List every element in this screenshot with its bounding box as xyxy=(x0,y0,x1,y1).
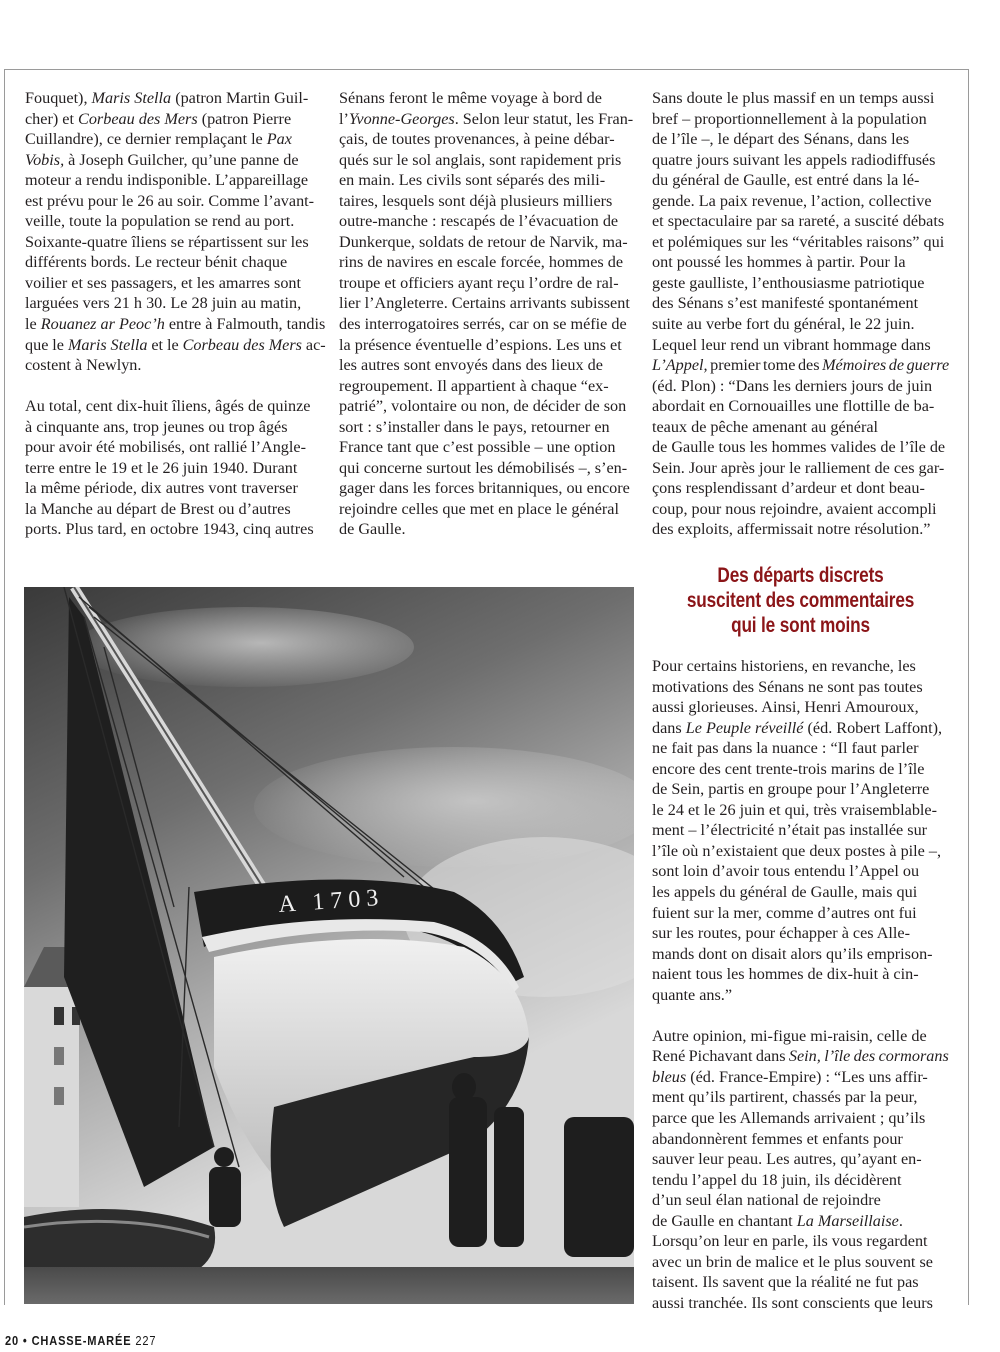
text-line: René Pichavant dans Sein, l’île des cormorans xyxy=(652,1047,949,1066)
text-line: lier l’Angleterre. Certains arrivants subissent xyxy=(339,294,630,313)
text-line: l’île où n’existaient que deux postes à pile –, xyxy=(652,841,942,860)
italic-title: L’Appel, xyxy=(652,356,708,375)
italic-title: Rouanez ar Peoc’h xyxy=(40,315,165,334)
text-line: parce que les Allemands arrivaient ; qu’ils xyxy=(652,1108,926,1127)
text-line: quatre jours suivant les appels radiodiffusés xyxy=(652,150,936,169)
text-line: Dunkerque, soldats de retour de Narvik, ma- xyxy=(339,232,628,251)
text-line: et polémiques sur les “véritables raisons” qui xyxy=(652,232,945,251)
text-line: et spectaculaire par sa rareté, a suscité débats xyxy=(652,212,945,231)
text-line: veille, toute la population se rend au port. xyxy=(25,212,295,231)
text-line: bleus (éd. France-Empire) : “Les uns affir- xyxy=(652,1067,928,1086)
heading-line: suscitent des commentaires xyxy=(686,589,915,612)
italic-title: bleus xyxy=(652,1067,687,1086)
text-line: des interrogatoires serrés, car on se méfie de xyxy=(339,315,627,334)
text-line: qués sur le sol anglais, sont rapidement pris xyxy=(339,150,622,169)
paragraph xyxy=(25,88,326,376)
column-3 xyxy=(652,88,949,540)
text-line: cher) et Corbeau des Mers (patron Pierre xyxy=(25,109,292,128)
text-line: taisent. Ils savent que la réalité ne fut pas xyxy=(652,1273,919,1292)
text-line: larguées vers 21 h 30. Le 28 juin au matin, xyxy=(25,294,302,313)
italic-title: Maris Stella xyxy=(67,335,148,354)
text-line: sort : s’installer dans le pays, retourner en xyxy=(339,417,610,436)
text-line: la présence éventuelle d’espions. Les uns et xyxy=(339,335,622,354)
text-line: coup, pour nous rejoindre, avaient accompli xyxy=(652,499,937,518)
text-line: aussi glorieuses. Ainsi, Henri Amouroux, xyxy=(652,698,919,717)
text-line: du général de Gaulle, est entré dans la lé- xyxy=(652,171,920,190)
text-line: Soixante-quatre îliens se répartissent sur les xyxy=(25,232,309,251)
text-line: rins de navires en escale forcée, hommes de xyxy=(339,253,624,272)
page-number: 20 xyxy=(5,1333,19,1348)
text-line: moteur a rendu indisponible. L’appareillage xyxy=(25,171,309,190)
column-2 xyxy=(339,88,637,540)
text-line: Sénans feront le même voyage à bord de xyxy=(339,89,602,107)
column-3-lower xyxy=(652,656,949,1313)
text-line: naient tous les hommes de dix-huit à cin- xyxy=(652,965,919,984)
text-line: Sans doute le plus massif en un temps aussi xyxy=(652,89,935,107)
text-line: d’un seul élan national de rejoindre xyxy=(652,1191,881,1210)
text-line: France tant que c’est possible – une option xyxy=(339,438,616,457)
text-line: de Gaulle. xyxy=(339,520,406,539)
hull-number: A 1703 xyxy=(277,884,386,918)
paragraph xyxy=(25,396,326,540)
issue-number: 227 xyxy=(135,1333,157,1348)
text-line: l’Yvonne-Georges. Selon leur statut, les Fran- xyxy=(339,109,634,128)
text-line: les autres sont envoyés dans des lieux de xyxy=(339,356,603,375)
text-line: le Rouanez ar Peoc’h entre à Falmouth, tandis xyxy=(25,315,326,334)
text-line: gager dans les forces britanniques, ou encore xyxy=(339,479,630,498)
text-line: L’Appel, premier tome des Mémoires de guerre xyxy=(652,356,950,375)
text-line: ment – l’électricité n’était pas installée sur xyxy=(652,821,928,840)
text-line: en main. Les civils sont séparés des mili- xyxy=(339,171,606,190)
text-line: costent à Newlyn. xyxy=(25,356,142,375)
heading-line: Des départs discrets xyxy=(717,564,884,587)
text-line: Fouquet), Maris Stella (patron Martin Guil- xyxy=(25,89,309,107)
text-line: Pour certains historiens, en revanche, les xyxy=(652,657,916,675)
text-line: bref – proportionnellement à la population xyxy=(652,109,927,128)
italic-title: Maris Stella xyxy=(91,89,172,107)
text-line: sont loin d’avoir tous entendu l’Appel ou xyxy=(652,862,920,881)
text-line: différents bords. Le recteur bénit chaque xyxy=(25,253,288,272)
text-line: suite au verbe fort du général, le 22 juin. xyxy=(652,315,915,334)
paragraph xyxy=(652,656,949,1005)
boat-photo xyxy=(24,587,634,1304)
text-line: abordait en Cornouailles une flottille de ba- xyxy=(652,397,935,416)
text-line: est prévu pour le 26 au soir. Comme l’avant- xyxy=(25,191,315,210)
italic-title: Vobis, xyxy=(25,150,65,169)
text-line: ports. Plus tard, en octobre 1943, cinq autres xyxy=(25,520,314,539)
text-line: Autre opinion, mi-figue mi-raisin, celle de xyxy=(652,1026,927,1045)
italic-title: Mémoires de guerre xyxy=(822,356,950,375)
italic-title: Sein, l’île des cormorans xyxy=(788,1047,949,1066)
text-line: terre entre le 19 et le 26 juin 1940. Durant xyxy=(25,458,298,477)
text-line: Lequel leur rend un vibrant hommage dans xyxy=(652,335,931,354)
text-line: pour avoir été mobilisés, ont rallié l’Angle- xyxy=(25,438,306,457)
text-line: troupe et officiers ayant reçu l’ordre de ral- xyxy=(339,273,619,292)
text-line: de Gaulle en chantant La Marseillaise. xyxy=(652,1211,903,1230)
paragraph xyxy=(339,88,637,540)
italic-title: Le Peuple réveillé xyxy=(685,718,804,737)
text-line: motivations des Sénans ne sont pas toutes xyxy=(652,677,923,696)
boat-photo-illustration xyxy=(24,587,634,1304)
text-line: mands dont on disait alors qu’ils emprison- xyxy=(652,944,933,963)
text-line: ne fait pas dans la nuance : “Il faut parler xyxy=(652,739,919,758)
text-line: sauver leur peau. Les autres, qu’ayant en- xyxy=(652,1150,922,1169)
text-line: tendu l’appel du 18 juin, ils décidèrent xyxy=(652,1170,902,1189)
italic-title: La Marseillaise xyxy=(796,1211,899,1230)
text-line: encore des cent trente-trois marins de l’île xyxy=(652,759,925,778)
text-line: gende. La paix revenue, l’action, collective xyxy=(652,191,932,210)
text-line: patrié”, volontaire ou non, de décider de son xyxy=(339,397,627,416)
text-line: teaux de pêche amenant au général xyxy=(652,417,879,436)
text-line: çons resplendissant d’ardeur et dont beau- xyxy=(652,479,925,498)
text-line: les appels du général de Gaulle, mais qui xyxy=(652,883,918,902)
text-line: aussi tranchée. Ils sont conscients que leurs xyxy=(652,1293,933,1312)
text-line: rejoindre celles que met en place le général xyxy=(339,499,619,518)
column-1 xyxy=(25,88,326,540)
italic-title: Pax xyxy=(266,130,292,149)
text-line: Vobis, à Joseph Guilcher, qu’une panne de xyxy=(25,150,299,169)
text-line: Lorsqu’on leur en parle, ils vous regardent xyxy=(652,1232,928,1251)
beach xyxy=(24,1267,634,1304)
text-line: de Gaulle tous les hommes valides de l’île de xyxy=(652,438,946,457)
text-line: abandonnèrent femmes et enfants pour xyxy=(652,1129,903,1148)
italic-title: Corbeau des Mers xyxy=(78,109,198,128)
text-line: Sein. Jour après jour le ralliement de ces gar- xyxy=(652,458,945,477)
text-line: quante ans.” xyxy=(652,985,733,1004)
text-line: Au total, cent dix-huit îliens, âgés de quinze xyxy=(25,397,311,416)
text-line: avec un brin de malice et le plus souvent se xyxy=(652,1252,933,1271)
text-line: de Sein, partis en groupe pour l’Angleterre xyxy=(652,780,930,799)
italic-title: Yvonne-Georges xyxy=(348,109,455,128)
paragraph xyxy=(652,88,949,540)
text-line: la Manche au départ de Brest ou d’autres xyxy=(25,499,291,518)
text-line: le 24 et le 26 juin et qui, très vraisemblable- xyxy=(652,800,937,819)
text-line: de l’île –, le départ des Sénans, dans les xyxy=(652,130,910,149)
page-footer xyxy=(5,1333,156,1348)
text-line: dans Le Peuple réveillé (éd. Robert Laffont), xyxy=(652,718,943,737)
magazine-name: CHASSE-MARÉE xyxy=(31,1333,132,1348)
text-line: qui concerne surtout les démobilisés –, s’en- xyxy=(339,458,628,477)
text-line: voilier et ses passagers, et les amarres sont xyxy=(25,273,302,292)
text-line: geste gaulliste, l’enthousiasme patriotique xyxy=(652,273,925,292)
text-line: la même période, dix autres vont traverser xyxy=(25,479,298,498)
footer-separator: • xyxy=(22,1333,28,1348)
text-line: des Sénans s’est manifesté spontanément xyxy=(652,294,919,313)
paragraph xyxy=(652,1026,949,1314)
text-line: sur les routes, pour échapper à ces Alle- xyxy=(652,924,911,943)
text-line: taires, lesquels sont déjà plusieurs milliers xyxy=(339,191,613,210)
text-line: Cuillandre), ce dernier remplaçant le Pax xyxy=(25,130,292,149)
text-line: ment qu’ils partirent, chassés par la peur, xyxy=(652,1088,918,1107)
heading-line: qui le sont moins xyxy=(731,614,870,637)
text-line: à cinquante ans, trop jeunes ou trop âgés xyxy=(25,417,288,436)
section-heading xyxy=(679,563,923,638)
text-line: outre-manche : rescapés de l’évacuation de xyxy=(339,212,619,231)
text-line: çais, de toutes provenances, à peine débar- xyxy=(339,130,615,149)
italic-title: Corbeau des Mers xyxy=(182,335,302,354)
text-line: des exploits, affermissait notre résolution.” xyxy=(652,520,931,539)
text-line: que le Maris Stella et le Corbeau des Mers ac- xyxy=(25,335,326,354)
text-line: ont poussé les hommes à partir. Pour la xyxy=(652,253,906,272)
text-line: regroupement. Il appartient à chaque “ex- xyxy=(339,376,609,395)
text-line: fuient sur la mer, comme d’autres ont fui xyxy=(652,903,917,922)
text-line: (éd. Plon) : “Dans les derniers jours de juin xyxy=(652,376,933,395)
